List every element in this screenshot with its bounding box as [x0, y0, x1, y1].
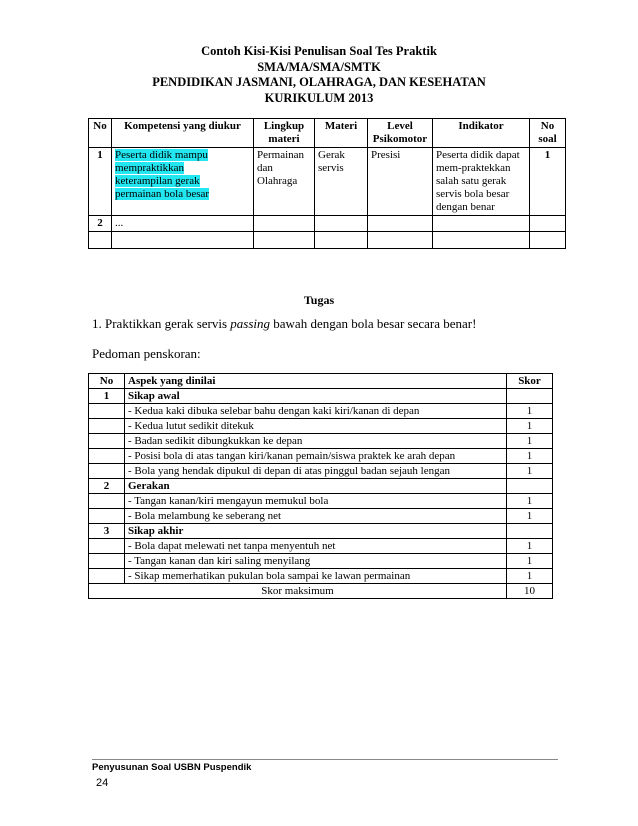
row-level: Presisi — [368, 148, 433, 216]
total-label: Skor maksimum — [89, 584, 507, 599]
item-skor: 1 — [507, 509, 553, 524]
item-skor: 1 — [507, 554, 553, 569]
task-italic: passing — [230, 316, 271, 331]
section-no: 1 — [89, 389, 125, 404]
item-no-empty — [89, 539, 125, 554]
item-skor: 1 — [507, 539, 553, 554]
row-indikator: Peserta didik dapat mem-praktekkan salah satu gerak servis bola besar dengan benar — [433, 148, 530, 216]
section-no: 2 — [89, 479, 125, 494]
section-skor-empty — [507, 389, 553, 404]
item-no-empty — [89, 509, 125, 524]
item-no-empty — [89, 554, 125, 569]
scoring-header-row — [89, 374, 553, 389]
item-text: - Tangan kanan dan kiri saling menyilang — [125, 554, 507, 569]
table-row — [89, 464, 553, 479]
table-row — [89, 434, 553, 449]
row-kompetensi — [112, 148, 254, 216]
kompetensi-line: permainan bola besar — [115, 188, 210, 200]
pedoman-label: Pedoman penskoran: — [92, 346, 201, 361]
kisi-kisi-table — [88, 118, 566, 249]
row-no: 2 — [89, 216, 112, 232]
section-title: Sikap akhir — [125, 524, 507, 539]
row-materi: Gerak servis — [315, 148, 368, 216]
section-title: Sikap awal — [125, 389, 507, 404]
table-row — [89, 494, 553, 509]
kompetensi-line: keterampilan gerak — [115, 175, 200, 187]
task-prefix: 1. Praktikkan gerak servis — [92, 316, 231, 331]
item-no-empty — [89, 449, 125, 464]
section-no: 3 — [89, 524, 125, 539]
document-title — [0, 44, 638, 106]
row-kompetensi: ... — [112, 216, 254, 232]
item-text: - Bola dapat melewati net tanpa menyentuh net — [125, 539, 507, 554]
table-row — [89, 554, 553, 569]
table-row — [89, 569, 553, 584]
item-skor: 1 — [507, 449, 553, 464]
kompetensi-line: mempraktikkan — [115, 162, 185, 174]
table-row — [89, 232, 566, 249]
table-row — [89, 216, 566, 232]
table-row — [89, 509, 553, 524]
item-no-empty — [89, 419, 125, 434]
table-row — [89, 148, 566, 216]
header-level: Level Psikomotor — [368, 119, 433, 148]
item-skor: 1 — [507, 434, 553, 449]
task-instruction — [92, 316, 476, 332]
table-row — [89, 539, 553, 554]
title-line-3: PENDIDIKAN JASMANI, OLAHRAGA, DAN KESEHATAN — [152, 75, 486, 89]
scoring-table — [88, 373, 553, 599]
footer-text: Penyusunan Soal USBN Puspendik — [92, 762, 252, 773]
item-skor: 1 — [507, 404, 553, 419]
footer-divider — [92, 759, 558, 760]
header-materi: Materi — [315, 119, 368, 148]
item-text: - Bola melambung ke seberang net — [125, 509, 507, 524]
item-text: - Sikap memerhatikan pukulan bola sampai ke lawan permainan — [125, 569, 507, 584]
section-row — [89, 524, 553, 539]
section-row — [89, 389, 553, 404]
tugas-heading: Tugas — [303, 293, 335, 307]
section-row — [89, 479, 553, 494]
item-text: - Kedua kaki dibuka selebar bahu dengan kaki kiri/kanan di depan — [125, 404, 507, 419]
item-no-empty — [89, 494, 125, 509]
total-row — [89, 584, 553, 599]
table-row — [89, 419, 553, 434]
item-text: - Kedua lutut sedikit ditekuk — [125, 419, 507, 434]
title-line-2: SMA/MA/SMA/SMTK — [257, 59, 381, 74]
table-row — [89, 449, 553, 464]
row-no-soal: 1 — [530, 148, 566, 216]
section-skor-empty — [507, 524, 553, 539]
header-lingkup: Lingkup materi — [254, 119, 315, 148]
header-no: No — [89, 374, 125, 389]
item-text: - Posisi bola di atas tangan kiri/kanan pemain/siswa praktek ke arah depan — [125, 449, 507, 464]
total-value: 10 — [507, 584, 553, 599]
header-indikator: Indikator — [433, 119, 530, 148]
item-no-empty — [89, 464, 125, 479]
item-skor: 1 — [507, 464, 553, 479]
header-kompetensi: Kompetensi yang diukur — [112, 119, 254, 148]
item-text: - Tangan kanan/kiri mengayun memukul bola — [125, 494, 507, 509]
section-skor-empty — [507, 479, 553, 494]
header-no: No — [89, 119, 112, 148]
item-skor: 1 — [507, 569, 553, 584]
page-number: 24 — [96, 777, 109, 789]
row-lingkup: Permainan dan Olahraga — [254, 148, 315, 216]
section-title: Gerakan — [125, 479, 507, 494]
task-suffix: bawah dengan bola besar secara benar! — [270, 316, 477, 331]
item-skor: 1 — [507, 494, 553, 509]
scoring-table-body — [89, 374, 553, 599]
header-skor: Skor — [507, 374, 553, 389]
item-no-empty — [89, 569, 125, 584]
item-text: - Bola yang hendak dipukul di depan di atas pinggul badan sejauh lengan — [125, 464, 507, 479]
row-no: 1 — [89, 148, 112, 216]
table-row — [89, 404, 553, 419]
title-line-4: KURIKULUM 2013 — [264, 90, 374, 105]
item-skor: 1 — [507, 419, 553, 434]
header-no-soal: No soal — [530, 119, 566, 148]
title-line-1: Contoh Kisi-Kisi Penulisan Soal Tes Praktik — [201, 44, 437, 58]
item-no-empty — [89, 404, 125, 419]
header-aspek: Aspek yang dinilai — [125, 374, 507, 389]
item-text: - Badan sedikit dibungkukkan ke depan — [125, 434, 507, 449]
item-no-empty — [89, 434, 125, 449]
kisi-header-row — [89, 119, 566, 148]
kompetensi-line: Peserta didik mampu — [115, 149, 208, 161]
